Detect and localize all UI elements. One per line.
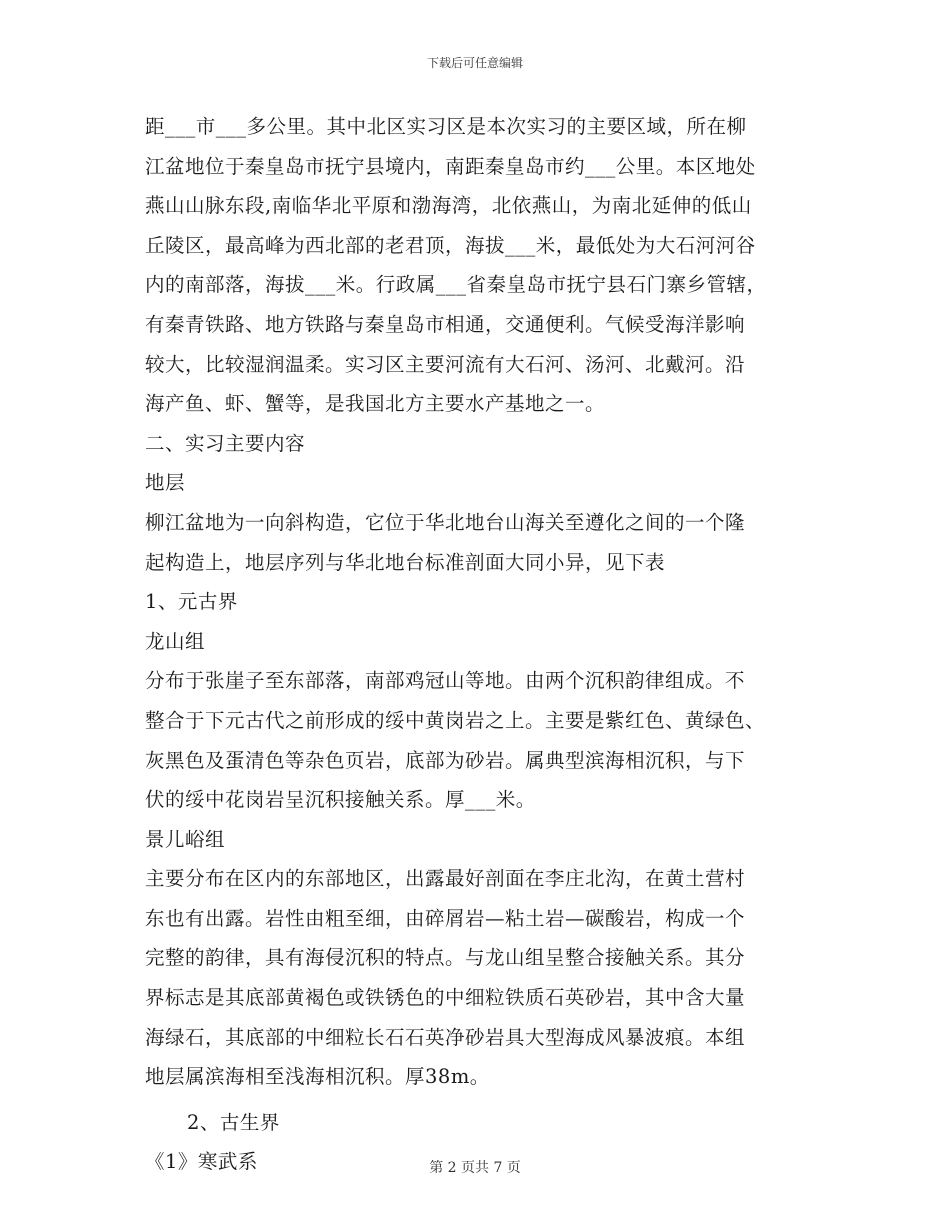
page-footer: 第 2 页共 7 页 — [429, 1160, 521, 1176]
text-line: 江盆地位于秦皇岛市抚宁县境内，南距秦皇岛市约___公里。本区地处 — [145, 154, 756, 178]
text-line: 海绿石，其底部的中细粒长石石英净砂岩具大型海成风暴波痕。本组 — [145, 1025, 746, 1049]
subsection-heading: 地层 — [145, 471, 186, 495]
text-line: 起构造上，地层序列与华北地台标准剖面大同小异，见下表 — [145, 550, 666, 574]
text-line: 地层属滨海相至浅海相沉积。厚38m。 — [145, 1065, 490, 1089]
text-line: 界标志是其底部黄褐色或铁锈色的中细粒铁质石英砂岩，其中含大量 — [145, 986, 746, 1010]
subsection-heading: 《1》寒武系 — [145, 1150, 258, 1174]
subsection-heading: 1、元古界 — [145, 590, 238, 614]
subsection-heading: 龙山组 — [145, 629, 206, 653]
text-line: 有秦青铁路、地方铁路与秦皇岛市相通，交通便利。气候受海洋影响 — [145, 312, 746, 336]
text-line: 柳江盆地为一向斜构造，它位于华北地台山海关至遵化之间的一个隆 — [145, 510, 746, 534]
text-line: 灰黑色及蛋清色等杂色页岩，底部为砂岩。属典型滨海相沉积，与下 — [145, 748, 746, 772]
document-body — [145, 107, 815, 1182]
text-line: 海产鱼、虾、蟹等，是我国北方主要水产基地之一。 — [145, 392, 606, 416]
text-line: 距___市___多公里。其中北区实习区是本次实习的主要区域，所在柳 — [145, 115, 747, 138]
section-heading: 2、古生界 — [187, 1110, 280, 1134]
text-line: 整合于下元古代之前形成的绥中黄岗岩之上。主要是紫红色、黄绿色、 — [145, 708, 766, 732]
section-heading: 二、实习主要内容 — [145, 431, 306, 455]
text-line: 丘陵区，最高峰为西北部的老君顶，海拔___米，最低处为大石河河谷 — [145, 233, 756, 257]
text-line: 东也有出露。岩性由粗至细，由碎屑岩—粘土岩—碳酸岩，构成一个 — [145, 906, 746, 930]
text-line: 主要分布在区内的东部地区，出露最好剖面在李庄北沟，在黄土营村 — [145, 867, 746, 891]
text-line: 较大，比较湿润温柔。实习区主要河流有大石河、汤河、北戴河。沿 — [145, 352, 746, 376]
text-line: 伏的绥中花岗岩呈沉积接触关系。厚___米。 — [145, 788, 536, 812]
text-line: 燕山山脉东段,南临华北平原和渤海湾，北依燕山，为南北延伸的低山 — [145, 194, 752, 218]
text-line: 内的南部落，海拔___米。行政属___省秦皇岛市抚宁县石门寨乡管辖， — [145, 273, 767, 297]
text-line: 分布于张崖子至东部落，南部鸡冠山等地。由两个沉积韵律组成。不 — [145, 669, 746, 693]
page-header: 下载后可任意编辑 — [426, 56, 523, 70]
text-line: 完整的韵律，具有海侵沉积的特点。与龙山组呈整合接触关系。其分 — [145, 946, 746, 970]
subsection-heading: 景儿峪组 — [145, 827, 226, 851]
